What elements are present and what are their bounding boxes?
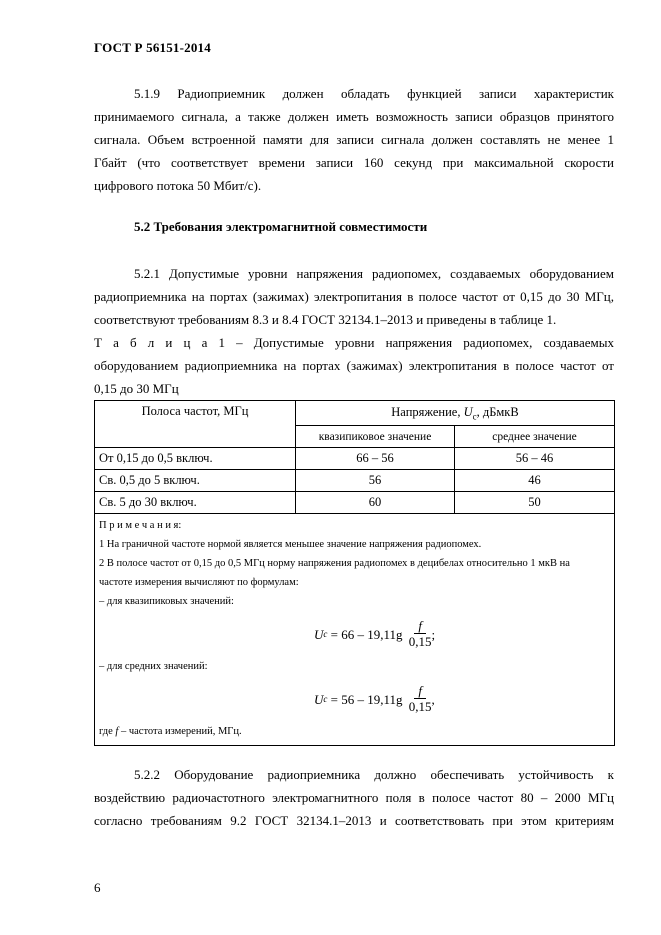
cell-qp: 66 – 56 — [296, 448, 455, 470]
header-band: Полоса частот, МГц — [95, 401, 296, 448]
paragraph-5-1-9 — [94, 82, 614, 197]
section-title: 5.2 Требования электромагнитной совместимости — [134, 219, 428, 234]
text-line: 0,15 до 30 МГц — [94, 381, 179, 396]
table-notes — [95, 514, 615, 746]
text-line: Гбайт (что соответствует времени записи 160 секунд при максимальной скорости — [94, 155, 614, 170]
paragraph-5-2-2 — [94, 763, 614, 832]
cell-avg: 56 – 46 — [455, 448, 615, 470]
formula-subscript: c — [323, 628, 328, 639]
document-header: ГОСТ Р 56151-2014 — [94, 40, 211, 55]
quasi-peak-label: – для квазипиковых значений: — [99, 596, 234, 607]
average-label: – для средних значений: — [99, 661, 208, 672]
cell-band: Св. 0,5 до 5 включ. — [95, 470, 296, 492]
note-1: 1 На граничной частоте нормой является меньшее значение напряжения радиопомех. — [99, 539, 482, 550]
text-line: радиоприемника на портах (зажимах) электропитания в полосе частот от 0,15 до 30 МГц, — [94, 289, 614, 304]
notes-title: П р и м е ч а н и я: — [99, 520, 182, 531]
cell-band: Св. 5 до 30 включ. — [95, 492, 296, 514]
where-text: – частота измерений, МГц. — [118, 726, 242, 737]
formula-symbol: U — [314, 691, 324, 707]
table-caption — [94, 331, 614, 400]
fraction-denominator: 0,15 — [408, 699, 432, 714]
header-voltage-suffix: , дБмкВ — [476, 404, 519, 419]
text-line: сигнала. Объем встроенной памяти для записи сигнала должен составлять не менее 1 — [94, 132, 614, 147]
fraction-denominator: 0,15 — [408, 634, 432, 649]
text-line: оборудованием радиоприемника на портах (зажимах) электропитания в полосе частот от — [94, 358, 614, 373]
table-row — [95, 448, 615, 470]
text-line: принимаемого сигнала, а также должен иметь возможность записи образцов принятого — [94, 109, 614, 124]
text-line: 5.2.1 Допустимые уровни напряжения радиопомех, создаваемых оборудованием — [134, 266, 614, 281]
header-voltage — [296, 401, 615, 426]
formula-symbol: U — [314, 626, 324, 642]
voltage-subscript: c — [472, 411, 477, 422]
paragraph-5-2-1 — [94, 262, 614, 331]
note-2-line-1: 2 В полосе частот от 0,15 до 0,5 МГц норму напряжения радиопомех в децибелах относительно 1 мкВ на — [99, 558, 570, 569]
where-line — [99, 722, 610, 741]
formula-average — [99, 676, 610, 722]
formula-quasi-peak — [99, 611, 610, 657]
subheader-quasi-peak: квазипиковое значение — [296, 426, 455, 448]
table-row — [95, 492, 615, 514]
page-number: 6 — [94, 880, 101, 895]
where-symbol: f — [115, 726, 119, 737]
text-line: 5.2.2 Оборудование радиоприемника должно обеспечивать устойчивость к — [134, 767, 614, 782]
text-line: воздействию радиочастотного электромагнитного поля в полосе частот 80 – 2000 МГц — [94, 790, 614, 805]
fraction-numerator: f — [414, 683, 426, 699]
subheader-average: среднее значение — [455, 426, 615, 448]
text-line: 5.1.9 Радиоприемник должен обладать функцией записи характеристик — [134, 86, 614, 101]
header-voltage-prefix: Напряжение, — [391, 404, 464, 419]
cell-qp: 56 — [296, 470, 455, 492]
formula-expression: = 56 – 19,11g — [327, 691, 406, 707]
text-line: цифрового потока 50 Мбит/с). — [94, 178, 262, 193]
cell-avg: 46 — [455, 470, 615, 492]
formula-punctuation: , — [431, 691, 435, 707]
formula-expression: = 66 – 19,11g — [327, 626, 406, 642]
voltage-symbol: U — [463, 404, 473, 419]
cell-qp: 60 — [296, 492, 455, 514]
text-line: согласно требованиям 9.2 ГОСТ 32134.1–2013 и соответствовать при этом критериям — [94, 813, 614, 828]
text-line: соответствуют требованиям 8.3 и 8.4 ГОСТ 32134.1–2013 и приведены в таблице 1. — [94, 312, 557, 327]
cell-avg: 50 — [455, 492, 615, 514]
text-line: Т а б л и ц а 1 – Допустимые уровни напряжения радиопомех, создаваемых — [94, 335, 614, 350]
formula-fraction — [409, 618, 432, 650]
formula-punctuation: ; — [431, 626, 436, 642]
interference-table — [94, 400, 615, 746]
note-2-line-2: частоте измерения вычисляют по формулам: — [99, 577, 299, 588]
cell-band: От 0,15 до 0,5 включ. — [95, 448, 296, 470]
table-row — [95, 470, 615, 492]
fraction-numerator: f — [414, 618, 426, 634]
formula-subscript: c — [323, 693, 328, 704]
where-prefix: где — [99, 726, 116, 737]
formula-fraction — [409, 683, 432, 715]
